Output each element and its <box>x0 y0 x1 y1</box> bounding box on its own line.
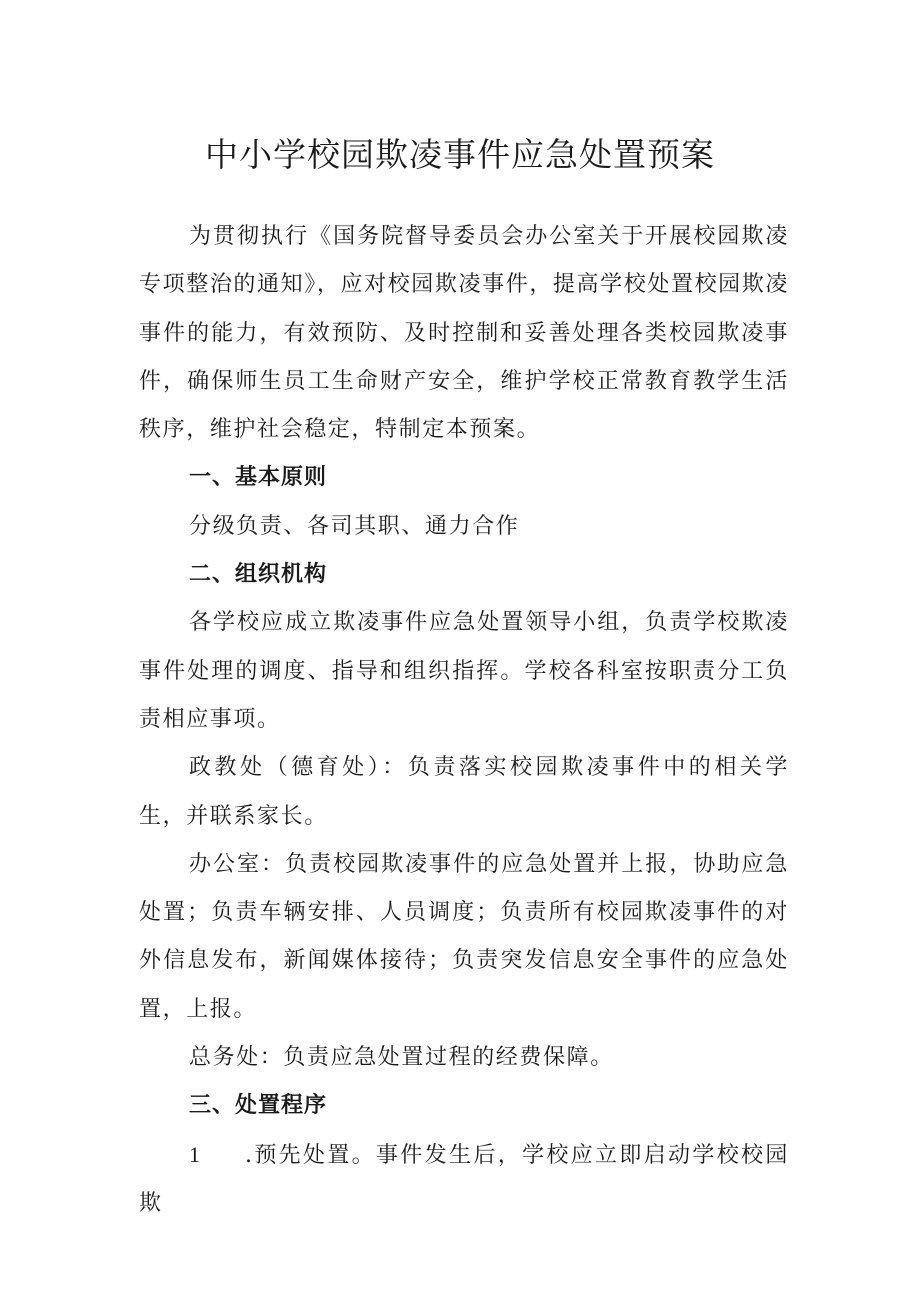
organization-paragraph-2: 政教处（德育处）：负责落实校园欺凌事件中的相关学生，并联系家长。 <box>139 755 789 829</box>
organization-paragraph-3: 办公室：负责校园欺凌事件的应急处置并上报，协助应急处置；负责车辆安排、人员调度；负责所有校园欺凌事件的对外信息发布，新闻媒体接待；负责突发信息安全事件的应急处置，上报。 <box>139 851 789 1022</box>
procedure-item-number: 1 <box>189 1141 202 1167</box>
principles-text: 分级负责、各司其职、通力合作 <box>189 513 520 539</box>
document-title: 中小学校园欺凌事件应急处置预案 <box>205 135 715 174</box>
section-heading-procedure: 三、处置程序 <box>189 1093 328 1119</box>
organization-paragraph-1: 各学校应成立欺凌事件应急处置领导小组，负责学校欺凌事件处理的调度、指导和组织指挥。学校各科室按职责分工负责相应事项。 <box>139 610 789 732</box>
section-heading-organization: 二、组织机构 <box>189 562 328 588</box>
organization-paragraph-4: 总务处：负责应急处置过程的经费保障。 <box>189 1045 614 1071</box>
document-body <box>139 213 789 1228</box>
procedure-item-text: .预先处置。事件发生后，学校应立即启动学校校园欺 <box>139 1142 789 1216</box>
intro-paragraph: 为贯彻执行《国务院督导委员会办公室关于开展校园欺凌专项整治的通知》，应对校园欺凌事件，提高学校处置校园欺凌事件的能力，有效预防、及时控制和妥善处理各类校园欺凌事件，确保师生员工生命财产安全，维护学校正常教育教学生活秩序，维护社会稳定，特制定本预案。 <box>139 224 789 443</box>
procedure-item-1 <box>139 1131 789 1229</box>
section-heading-principles: 一、基本原则 <box>189 465 328 491</box>
